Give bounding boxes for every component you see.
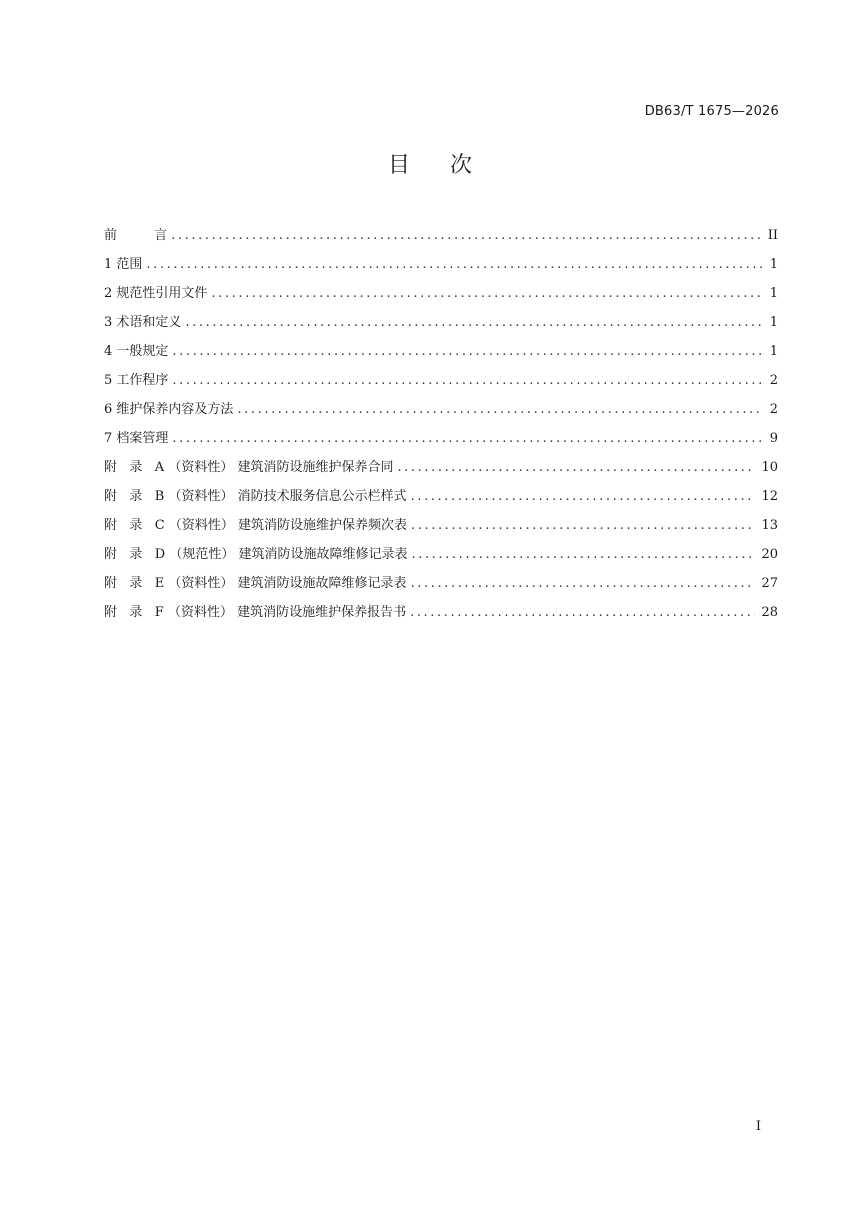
toc-entry-page: 9 xyxy=(769,431,778,446)
toc-leader-dots xyxy=(411,516,755,536)
toc-entry-page: 20 xyxy=(761,547,778,562)
toc-leader-dots xyxy=(172,371,762,391)
toc-entry-page: 1 xyxy=(769,286,778,301)
toc-leader-dots xyxy=(411,545,755,565)
toc-entry-appendix-f[interactable] xyxy=(104,603,778,632)
toc-entry-label: 4 一般规定 xyxy=(104,344,169,359)
toc-entry-label: 附 录 B （资料性） 消防技术服务信息公示栏样式 xyxy=(104,489,407,504)
toc-entry-normative-references[interactable] xyxy=(104,284,778,313)
toc-entry-page: 12 xyxy=(761,489,778,504)
toc-leader-dots xyxy=(237,400,762,420)
page-title xyxy=(0,148,860,179)
toc-entry-page: II xyxy=(767,228,778,243)
toc-leader-dots xyxy=(172,429,762,449)
toc-leader-dots xyxy=(146,255,762,275)
toc-leader-dots xyxy=(397,458,755,478)
toc-entry-page: 10 xyxy=(761,460,778,475)
toc-leader-dots xyxy=(411,574,756,594)
toc-entry-scope[interactable] xyxy=(104,255,778,284)
toc-entry-page: 28 xyxy=(761,605,778,620)
page-number: I xyxy=(755,1119,761,1134)
toc-entry-page: 13 xyxy=(761,518,778,533)
toc-entry-work-procedure[interactable] xyxy=(104,371,778,400)
toc-entry-archive-management[interactable] xyxy=(104,429,778,458)
toc-entry-foreword[interactable] xyxy=(104,226,778,255)
toc-entry-label: 附 录 E （资料性） 建筑消防设施故障维修记录表 xyxy=(104,576,407,591)
toc-entry-appendix-a[interactable] xyxy=(104,458,778,487)
toc-entry-label: 1 范围 xyxy=(104,257,143,272)
toc-entry-label: 3 术语和定义 xyxy=(104,315,182,330)
table-of-contents xyxy=(104,226,778,632)
toc-entry-page: 1 xyxy=(769,315,778,330)
toc-entry-general-provisions[interactable] xyxy=(104,342,778,371)
page-title-part-2: 次 xyxy=(450,153,473,178)
toc-entry-label: 2 规范性引用文件 xyxy=(104,286,208,301)
toc-leader-dots xyxy=(411,487,756,507)
toc-leader-dots xyxy=(211,284,762,304)
toc-entry-appendix-c[interactable] xyxy=(104,516,778,545)
toc-entry-maintenance-content[interactable] xyxy=(104,400,778,429)
toc-leader-dots xyxy=(172,342,762,362)
toc-entry-label: 附 录 D （规范性） 建筑消防设施故障维修记录表 xyxy=(104,547,408,562)
toc-entry-label: 附 录 C （资料性） 建筑消防设施维护保养频次表 xyxy=(104,518,408,533)
toc-entry-page: 27 xyxy=(761,576,778,591)
toc-entry-page: 2 xyxy=(769,402,778,417)
toc-leader-dots xyxy=(171,226,762,246)
toc-entry-label: 前 言 xyxy=(104,228,168,243)
toc-entry-label: 附 录 A （资料性） 建筑消防设施维护保养合同 xyxy=(104,460,394,475)
toc-entry-terms-definitions[interactable] xyxy=(104,313,778,342)
toc-leader-dots xyxy=(185,313,762,333)
toc-entry-appendix-b[interactable] xyxy=(104,487,778,516)
toc-entry-page: 1 xyxy=(769,344,778,359)
toc-entry-label: 6 维护保养内容及方法 xyxy=(104,402,234,417)
toc-entry-label: 附 录 F （资料性） 建筑消防设施维护保养报告书 xyxy=(104,605,407,620)
toc-entry-label: 7 档案管理 xyxy=(104,431,169,446)
toc-entry-page: 2 xyxy=(769,373,778,388)
page-title-part-1: 目 xyxy=(387,153,410,178)
document-code: DB63/T 1675—2026 xyxy=(644,104,779,119)
toc-leader-dots xyxy=(410,603,755,623)
toc-entry-appendix-e[interactable] xyxy=(104,574,778,603)
toc-entry-appendix-d[interactable] xyxy=(104,545,778,574)
toc-entry-page: 1 xyxy=(769,257,778,272)
toc-entry-label: 5 工作程序 xyxy=(104,373,169,388)
